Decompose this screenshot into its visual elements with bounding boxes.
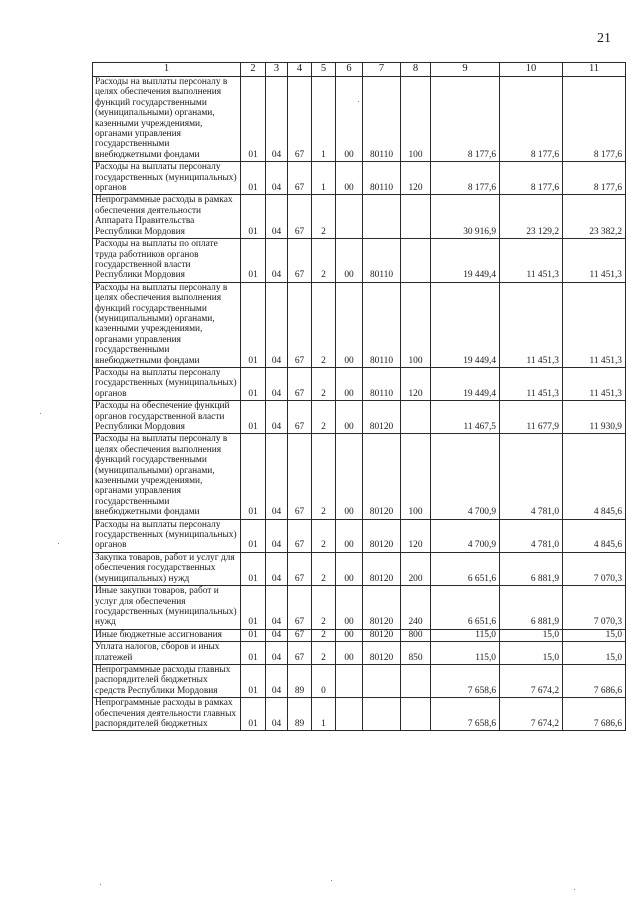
code-cell-c2: 01 xyxy=(241,162,266,195)
expense-name: Расходы на обеспечение функций органов государственной власти Республики Мордовия xyxy=(95,401,230,432)
column-header: 9 xyxy=(431,63,500,77)
expense-name: Непрограммные расходы в рамках обеспечения деятельности Аппарата Правительства Республики Мордовия xyxy=(95,195,233,237)
code-cell-c8: 240 xyxy=(401,586,431,630)
amount-cell-c11: 7 686,6 xyxy=(563,698,626,731)
code-cell-c4: 67 xyxy=(288,629,312,641)
scan-speck xyxy=(100,884,101,885)
code-cell-c7: 80110 xyxy=(363,162,401,195)
amount-cell-c9: 19 449,4 xyxy=(431,367,500,400)
expense-name-cell xyxy=(93,162,241,195)
expense-name-cell xyxy=(93,586,241,630)
code-cell-c4: 67 xyxy=(288,282,312,367)
table-row xyxy=(93,367,626,400)
amount-cell-c11: 11 451,3 xyxy=(563,239,626,283)
code-cell-c3: 04 xyxy=(266,552,288,585)
code-cell-c2: 01 xyxy=(241,282,266,367)
code-cell-c8 xyxy=(401,195,431,239)
table-row xyxy=(93,664,626,697)
table-row xyxy=(93,77,626,162)
code-cell-c5: 1 xyxy=(312,77,336,162)
column-header: 8 xyxy=(401,63,431,77)
table-header-row xyxy=(93,63,626,77)
code-cell-c2: 01 xyxy=(241,77,266,162)
code-cell-c5: 1 xyxy=(312,162,336,195)
code-cell-c7 xyxy=(363,664,401,697)
code-cell-c4: 89 xyxy=(288,698,312,731)
code-cell-c6: 00 xyxy=(336,367,363,400)
code-cell-c2: 01 xyxy=(241,367,266,400)
code-cell-c6: 00 xyxy=(336,77,363,162)
code-cell-c7: 80120 xyxy=(363,552,401,585)
scan-speck xyxy=(58,543,59,544)
amount-cell-c11: 7 070,3 xyxy=(563,586,626,630)
code-cell-c6: 00 xyxy=(336,239,363,283)
amount-cell-c9: 4 700,9 xyxy=(431,519,500,552)
amount-cell-c10: 4 781,0 xyxy=(500,519,563,552)
table-row xyxy=(93,642,626,665)
expense-name: Расходы на выплаты персоналу государственных (муниципальных) органов xyxy=(95,519,237,551)
amount-cell-c10: 7 674,2 xyxy=(500,664,563,697)
table-row xyxy=(93,629,626,641)
code-cell-c3: 04 xyxy=(266,642,288,665)
code-cell-c5: 2 xyxy=(312,434,336,519)
amount-cell-c11: 15,0 xyxy=(563,629,626,641)
amount-cell-c11: 11 451,3 xyxy=(563,282,626,367)
code-cell-c4: 67 xyxy=(288,77,312,162)
code-cell-c4: 67 xyxy=(288,519,312,552)
code-cell-c7: 80110 xyxy=(363,77,401,162)
code-cell-c5: 2 xyxy=(312,282,336,367)
expense-name: Расходы на выплаты персоналу в целях обеспечения выполнения функций государственными (муниципальными) органами, казенными учреждениями, органами управления государственными внебюджетными фондами xyxy=(95,282,228,366)
code-cell-c8: 120 xyxy=(401,367,431,400)
expense-name-cell xyxy=(93,519,241,552)
column-header: 5 xyxy=(312,63,336,77)
code-cell-c3: 04 xyxy=(266,77,288,162)
code-cell-c5: 1 xyxy=(312,698,336,731)
scan-speck xyxy=(331,880,332,881)
code-cell-c6: 00 xyxy=(336,282,363,367)
amount-cell-c9: 115,0 xyxy=(431,642,500,665)
code-cell-c5: 2 xyxy=(312,401,336,434)
expense-name: Уплата налогов, сборов и иных платежей xyxy=(95,642,220,663)
code-cell-c2: 01 xyxy=(241,698,266,731)
code-cell-c5: 2 xyxy=(312,629,336,641)
amount-cell-c9: 4 700,9 xyxy=(431,434,500,519)
code-cell-c6: 00 xyxy=(336,162,363,195)
code-cell-c5: 2 xyxy=(312,239,336,283)
code-cell-c8: 200 xyxy=(401,552,431,585)
amount-cell-c9: 6 651,6 xyxy=(431,586,500,630)
amount-cell-c11: 8 177,6 xyxy=(563,162,626,195)
code-cell-c3: 04 xyxy=(266,434,288,519)
column-header: 2 xyxy=(241,63,266,77)
scan-speck xyxy=(358,101,359,102)
scan-speck xyxy=(40,413,41,414)
amount-cell-c10: 4 781,0 xyxy=(500,434,563,519)
code-cell-c7: 80110 xyxy=(363,239,401,283)
code-cell-c5: 2 xyxy=(312,519,336,552)
amount-cell-c11: 4 845,6 xyxy=(563,519,626,552)
expense-name: Закупка товаров, работ и услуг для обеспечения государственных (муниципальных) нужд xyxy=(95,552,235,584)
code-cell-c7: 80110 xyxy=(363,282,401,367)
scan-speck xyxy=(574,889,575,890)
code-cell-c4: 67 xyxy=(288,642,312,665)
code-cell-c7: 80120 xyxy=(363,401,401,434)
table-row xyxy=(93,519,626,552)
code-cell-c6 xyxy=(336,195,363,239)
code-cell-c3: 04 xyxy=(266,282,288,367)
code-cell-c4: 67 xyxy=(288,162,312,195)
table-row xyxy=(93,162,626,195)
expense-name: Иные закупки товаров, работ и услуг для обеспечения государственных (муниципальных) нужд xyxy=(95,586,237,628)
code-cell-c6: 00 xyxy=(336,552,363,585)
amount-cell-c9: 7 658,6 xyxy=(431,664,500,697)
code-cell-c7: 80120 xyxy=(363,629,401,641)
code-cell-c7 xyxy=(363,195,401,239)
code-cell-c3: 04 xyxy=(266,519,288,552)
code-cell-c3: 04 xyxy=(266,195,288,239)
code-cell-c8 xyxy=(401,664,431,697)
amount-cell-c10: 11 451,3 xyxy=(500,367,563,400)
expense-name-cell xyxy=(93,642,241,665)
code-cell-c5: 2 xyxy=(312,642,336,665)
amount-cell-c10: 6 881,9 xyxy=(500,552,563,585)
code-cell-c3: 04 xyxy=(266,162,288,195)
amount-cell-c10: 8 177,6 xyxy=(500,162,563,195)
column-header: 4 xyxy=(288,63,312,77)
amount-cell-c11: 11 930,9 xyxy=(563,401,626,434)
expense-name: Расходы на выплаты персоналу государственных (муниципальных) органов xyxy=(95,162,237,194)
table-row xyxy=(93,434,626,519)
expense-name-cell xyxy=(93,367,241,400)
expense-name: Расходы на выплаты по оплате труда работников органов государственной власти Республики Мордовия xyxy=(95,239,218,281)
code-cell-c8: 800 xyxy=(401,629,431,641)
code-cell-c2: 01 xyxy=(241,195,266,239)
amount-cell-c10: 15,0 xyxy=(500,642,563,665)
code-cell-c3: 04 xyxy=(266,664,288,697)
code-cell-c2: 01 xyxy=(241,642,266,665)
code-cell-c8 xyxy=(401,698,431,731)
code-cell-c5: 2 xyxy=(312,195,336,239)
amount-cell-c9: 11 467,5 xyxy=(431,401,500,434)
amount-cell-c10: 7 674,2 xyxy=(500,698,563,731)
amount-cell-c11: 7 070,3 xyxy=(563,552,626,585)
code-cell-c3: 04 xyxy=(266,401,288,434)
expense-name-cell xyxy=(93,664,241,697)
code-cell-c6: 00 xyxy=(336,519,363,552)
code-cell-c7: 80120 xyxy=(363,586,401,630)
amount-cell-c9: 115,0 xyxy=(431,629,500,641)
amount-cell-c9: 8 177,6 xyxy=(431,77,500,162)
code-cell-c8: 100 xyxy=(401,434,431,519)
amount-cell-c10: 11 451,3 xyxy=(500,239,563,283)
code-cell-c6: 00 xyxy=(336,642,363,665)
code-cell-c3: 04 xyxy=(266,239,288,283)
code-cell-c2: 01 xyxy=(241,519,266,552)
code-cell-c7: 80110 xyxy=(363,367,401,400)
code-cell-c2: 01 xyxy=(241,401,266,434)
expense-name: Расходы на выплаты персоналу в целях обеспечения выполнения функций государственными (муниципальными) органами, казенными учреждениями, органами управления государственными внебюджетными фондами xyxy=(95,434,228,518)
amount-cell-c11: 8 177,6 xyxy=(563,77,626,162)
table-row xyxy=(93,586,626,630)
code-cell-c3: 04 xyxy=(266,367,288,400)
expense-name-cell xyxy=(93,629,241,641)
expense-name: Непрограммные расходы главных распорядителей бюджетных средств Республики Мордовия xyxy=(95,664,231,696)
code-cell-c4: 67 xyxy=(288,401,312,434)
budget-table xyxy=(92,62,626,731)
amount-cell-c9: 6 651,6 xyxy=(431,552,500,585)
amount-cell-c10: 8 177,6 xyxy=(500,77,563,162)
code-cell-c6: 00 xyxy=(336,434,363,519)
table-row xyxy=(93,401,626,434)
amount-cell-c9: 7 658,6 xyxy=(431,698,500,731)
code-cell-c4: 67 xyxy=(288,195,312,239)
expense-name-cell xyxy=(93,552,241,585)
amount-cell-c9: 19 449,4 xyxy=(431,282,500,367)
page-number: 21 xyxy=(597,31,611,46)
amount-cell-c10: 6 881,9 xyxy=(500,586,563,630)
code-cell-c5: 2 xyxy=(312,552,336,585)
code-cell-c5: 2 xyxy=(312,367,336,400)
column-header: 7 xyxy=(363,63,401,77)
table-row xyxy=(93,239,626,283)
column-header: 11 xyxy=(563,63,626,77)
table-row xyxy=(93,282,626,367)
code-cell-c6: 00 xyxy=(336,586,363,630)
code-cell-c3: 04 xyxy=(266,698,288,731)
code-cell-c5: 0 xyxy=(312,664,336,697)
table-row xyxy=(93,552,626,585)
code-cell-c4: 67 xyxy=(288,239,312,283)
amount-cell-c11: 7 686,6 xyxy=(563,664,626,697)
code-cell-c8: 120 xyxy=(401,162,431,195)
column-header: 3 xyxy=(266,63,288,77)
code-cell-c5: 2 xyxy=(312,586,336,630)
code-cell-c3: 04 xyxy=(266,586,288,630)
code-cell-c2: 01 xyxy=(241,552,266,585)
table-row xyxy=(93,195,626,239)
code-cell-c2: 01 xyxy=(241,434,266,519)
code-cell-c6: 00 xyxy=(336,629,363,641)
code-cell-c8 xyxy=(401,239,431,283)
expense-name: Иные бюджетные ассигнования xyxy=(95,629,222,640)
amount-cell-c10: 15,0 xyxy=(500,629,563,641)
expense-name-cell xyxy=(93,401,241,434)
code-cell-c4: 67 xyxy=(288,586,312,630)
expense-name-cell xyxy=(93,434,241,519)
code-cell-c3: 04 xyxy=(266,629,288,641)
code-cell-c7: 80120 xyxy=(363,434,401,519)
column-header: 1 xyxy=(93,63,241,77)
code-cell-c6 xyxy=(336,698,363,731)
code-cell-c4: 67 xyxy=(288,434,312,519)
code-cell-c7: 80120 xyxy=(363,642,401,665)
code-cell-c8: 100 xyxy=(401,77,431,162)
expense-name: Непрограммные расходы в рамках обеспечения деятельности главных распорядителей бюджетных xyxy=(95,698,237,729)
amount-cell-c9: 30 916,9 xyxy=(431,195,500,239)
amount-cell-c11: 23 382,2 xyxy=(563,195,626,239)
column-header: 10 xyxy=(500,63,563,77)
column-header: 6 xyxy=(336,63,363,77)
amount-cell-c11: 15,0 xyxy=(563,642,626,665)
expense-name-cell xyxy=(93,282,241,367)
amount-cell-c11: 11 451,3 xyxy=(563,367,626,400)
expense-name-cell xyxy=(93,195,241,239)
amount-cell-c10: 11 451,3 xyxy=(500,282,563,367)
code-cell-c2: 01 xyxy=(241,586,266,630)
code-cell-c2: 01 xyxy=(241,664,266,697)
expense-name-cell xyxy=(93,698,241,731)
code-cell-c6 xyxy=(336,664,363,697)
code-cell-c4: 67 xyxy=(288,367,312,400)
code-cell-c8: 120 xyxy=(401,519,431,552)
code-cell-c4: 67 xyxy=(288,552,312,585)
amount-cell-c9: 8 177,6 xyxy=(431,162,500,195)
table-row xyxy=(93,698,626,731)
expense-name-cell xyxy=(93,239,241,283)
code-cell-c8 xyxy=(401,401,431,434)
code-cell-c7: 80120 xyxy=(363,519,401,552)
code-cell-c2: 01 xyxy=(241,629,266,641)
amount-cell-c9: 19 449,4 xyxy=(431,239,500,283)
code-cell-c8: 100 xyxy=(401,282,431,367)
code-cell-c4: 89 xyxy=(288,664,312,697)
expense-name-cell xyxy=(93,77,241,162)
amount-cell-c11: 4 845,6 xyxy=(563,434,626,519)
expense-name: Расходы на выплаты персоналу в целях обеспечения выполнения функций государственными (муниципальными) органами, казенными учреждениями, органами управления государственными внебюджетными фондами xyxy=(95,77,228,160)
amount-cell-c10: 11 677,9 xyxy=(500,401,563,434)
code-cell-c6: 00 xyxy=(336,401,363,434)
amount-cell-c10: 23 129,2 xyxy=(500,195,563,239)
code-cell-c7 xyxy=(363,698,401,731)
expense-name: Расходы на выплаты персоналу государственных (муниципальных) органов xyxy=(95,367,237,399)
code-cell-c8: 850 xyxy=(401,642,431,665)
code-cell-c2: 01 xyxy=(241,239,266,283)
